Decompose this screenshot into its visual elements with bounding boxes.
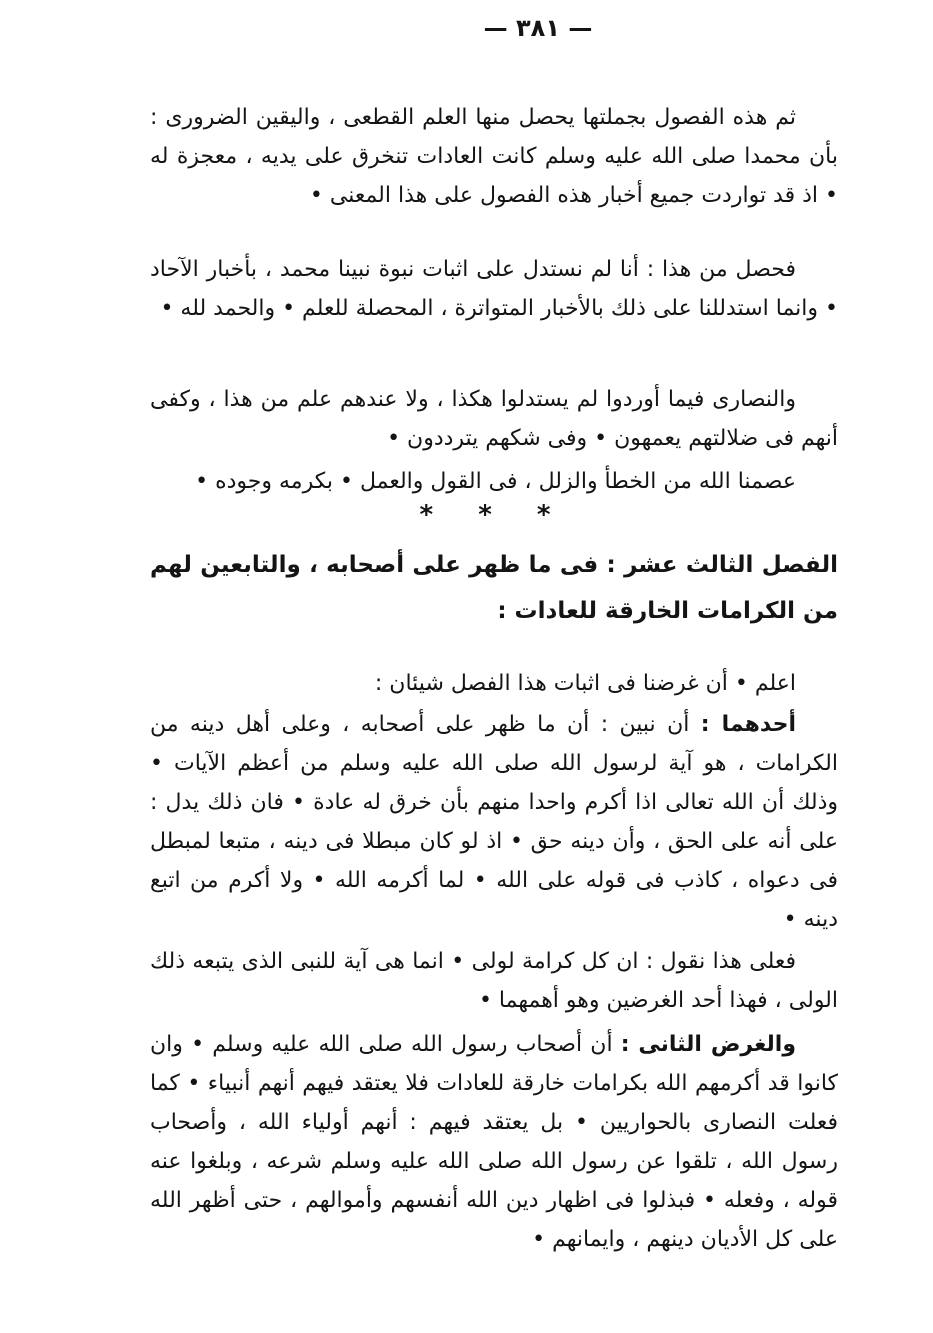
paragraph-4: عصمنا الله من الخطأ والزلل ، فى القول والعمل • بكرمه وجوده • xyxy=(195,469,796,494)
paragraph-6 xyxy=(150,705,838,939)
paragraph-7: فعلى هذا نقول : ان كل كرامة لولى • انما هى آية للنبى الذى يتبعه ذلك الولى ، فهذا أحد الغرضين وهو أهمهما • xyxy=(150,949,838,1013)
paragraph-2: فحصل من هذا : أنا لم نستدل على اثبات نبوة نبينا محمد ، بأخبار الآحاد • وانما استدللنا على ذلك بالأخبار المتواترة ، المحصلة للعلم • والحمد لله • xyxy=(150,257,838,321)
paragraph-1: ثم هذه الفصول بجملتها يحصل منها العلم القطعى ، واليقين الضرورى : بأن محمدا صلى الله عليه وسلم كانت العادات تنخرق على يديه ، معجزة له • اذ قد تواردت جميع أخبار هذه الفصول على هذا المعنى • xyxy=(150,105,838,208)
paragraph-8 xyxy=(150,1025,838,1259)
paragraph-8-lead: والغرض الثانى : xyxy=(620,1032,796,1057)
paragraph-8-body: أن أصحاب رسول الله صلى الله عليه وسلم • وان كانوا قد أكرمهم الله بكرامات خارقة للعادات فلا يعتقد فيهم أنهم أنبياء • كما فعلت النصارى بالحواريين • بل يعتقد فيهم : أنهم أولياء الله ، وأصحاب رسول الله ، تلقوا عن رسول الله صلى الله عليه وسلم شرعه ، وبلغوا عنه قوله ، وفعله • فبذلوا فى اظهار دين الله أنفسهم وأموالهم ، حتى أظهر الله على كل الأديان دينهم ، وايمانهم • xyxy=(150,1032,838,1252)
paragraph-6-lead: أحدهما : xyxy=(700,712,796,737)
paragraph-5: اعلم • أن غرضنا فى اثبات هذا الفصل شيئان : xyxy=(374,671,796,696)
book-page xyxy=(150,0,838,1333)
page-number: — ٣٨١ — xyxy=(483,14,593,42)
section-heading: الفصل الثالث عشر : فى ما ظهر على أصحابه ، والتابعين لهم من الكرامات الخارقة للعادات : xyxy=(150,552,838,624)
paragraph-3: والنصارى فيما أوردوا لم يستدلوا هكذا ، ولا عندهم علم من هذا ، وكفى أنهم فى ضلالتهم يعمهون • وفى شكهم يترددون • xyxy=(150,387,838,451)
section-separator: * * * xyxy=(419,500,569,530)
paragraph-6-body: أن نبين : أن ما ظهر على أصحابه ، وعلى أهل دينه من الكرامات ، هو آية لرسول الله صلى الله عليه وسلم من أعظم الآيات • وذلك أن الله تعالى اذا أكرم واحدا منهم بأن خرق له عادة • فان ذلك يدل : على أنه على الحق ، وأن دينه حق • اذ لو كان مبطلا فى دينه ، متبعا لمبطل فى دعواه ، كاذب فى قوله على الله • لما أكرمه الله • ولا أكرم من اتبع دينه • xyxy=(150,712,838,932)
